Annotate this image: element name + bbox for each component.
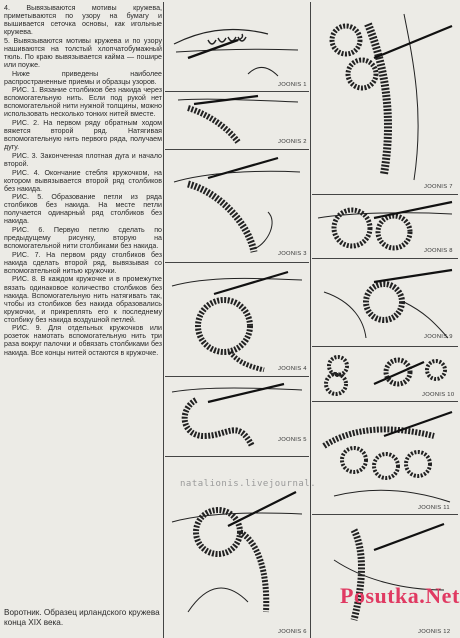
- figure-11-label: JOONIS 11: [418, 505, 450, 511]
- separator-r2: [312, 258, 458, 259]
- figure-3-label: JOONIS 3: [278, 251, 307, 257]
- text-paragraph: РИС. 2. На первом ряду обратным ходом вяжется второй ряд. Натягивая вспомогательную нить первого ряда, получаем дугу.: [4, 119, 162, 152]
- figure-7-illustration: [314, 4, 456, 188]
- watermark: natalionis.livejournal.: [180, 479, 317, 489]
- figure-3-illustration: [168, 152, 306, 258]
- figure-1-label: JOONIS 1: [278, 82, 307, 88]
- figure-12-illustration: [314, 520, 456, 630]
- separator-m3: [165, 262, 309, 263]
- figure-9-illustration: [314, 262, 456, 342]
- separator-r4: [312, 401, 458, 402]
- site-logo: Posutka.Net: [340, 583, 460, 608]
- text-paragraph: Ниже приведены наиболее распространенные приемы и образцы узоров.: [4, 69, 162, 86]
- text-paragraph: РИС. 7. На первом ряду столбиков без накида сделать второй ряд, вывязывая со вспомогательной нитью кружочки.: [4, 250, 162, 275]
- separator-m1: [165, 91, 309, 92]
- text-paragraph: РИС. 1. Вязание столбиков без накида через вспомогательную нить. Если под рукой нет вспомогательной нити нужной толщины, можно использовать несколько тонких нитей вместе.: [4, 86, 162, 119]
- separator-m2: [165, 149, 309, 150]
- figure-12-label: JOONIS 12: [418, 629, 451, 635]
- figure-11-illustration: [314, 406, 456, 510]
- column-divider-right: [310, 2, 311, 638]
- figure-4-label: JOONIS 4: [278, 366, 307, 372]
- separator-r1: [312, 194, 458, 195]
- figure-5-label: JOONIS 5: [278, 437, 307, 443]
- figure-7-label: JOONIS 7: [424, 184, 453, 190]
- column-divider-left: [163, 2, 164, 638]
- figure-1-illustration: [168, 4, 306, 88]
- text-paragraph: 5. Вывязываются мотивы кружева и по узору нашиваются на толстый хлопчатобумажный тюль. По краю вывязывается кайма — пошире или поуже.: [4, 36, 162, 69]
- figure-8-label: JOONIS 8: [424, 248, 453, 254]
- figure-10-label: JOONIS 10: [422, 392, 455, 398]
- text-paragraph: 4. Вывязываются мотивы кружева, приметываются по узору на бумагу и вышивается сеточка основы, как игольные кружева.: [4, 4, 162, 37]
- separator-m5: [165, 456, 309, 457]
- article-text: [4, 4, 162, 634]
- text-paragraph: РИС. 8. В каждом кружочке и в промежутке вязать одинаковое количество столбиков без накида. Вспомогательную нить натягивать так, чтобы из столбиков без накида образовались кружочки, и прикреплять его к последнему столбику без накида воздушной петлей.: [4, 275, 162, 324]
- separator-m4: [165, 376, 309, 377]
- text-paragraph: РИС. 9. Для отдельных кружочков или розеток намотать вспомогательную нить три раза вокруг палочки и обвязать столбиками без накида. Все концы нитей остаются в кружочке.: [4, 324, 162, 357]
- text-paragraph: РИС. 6. Первую петлю сделать по предыдущему рисунку, вторую на вспомогательной нити столбиками без накида.: [4, 226, 162, 251]
- figure-8-illustration: [314, 198, 456, 254]
- text-paragraph: РИС. 4. Окончание стебля кружочком, на котором вывязывается второй ряд столбиков без накида.: [4, 168, 162, 193]
- figure-10-illustration: [314, 350, 456, 398]
- figure-caption: Воротник. Образец ирландского кружева конца XIX века.: [4, 608, 160, 627]
- text-paragraph: РИС. 5. Образование петли из ряда столбиков без накида. На месте петли получается одинарный ряд столбиков без накида.: [4, 193, 162, 226]
- separator-r5: [312, 514, 458, 515]
- text-paragraph: РИС. 3. Законченная плотная дуга и начало второй.: [4, 151, 162, 168]
- figure-9-label: JOONIS 9: [424, 334, 453, 340]
- separator-r3: [312, 346, 458, 347]
- figure-6-label: JOONIS 6: [278, 629, 307, 635]
- figure-2-label: JOONIS 2: [278, 139, 307, 145]
- figure-4-illustration: [168, 266, 306, 372]
